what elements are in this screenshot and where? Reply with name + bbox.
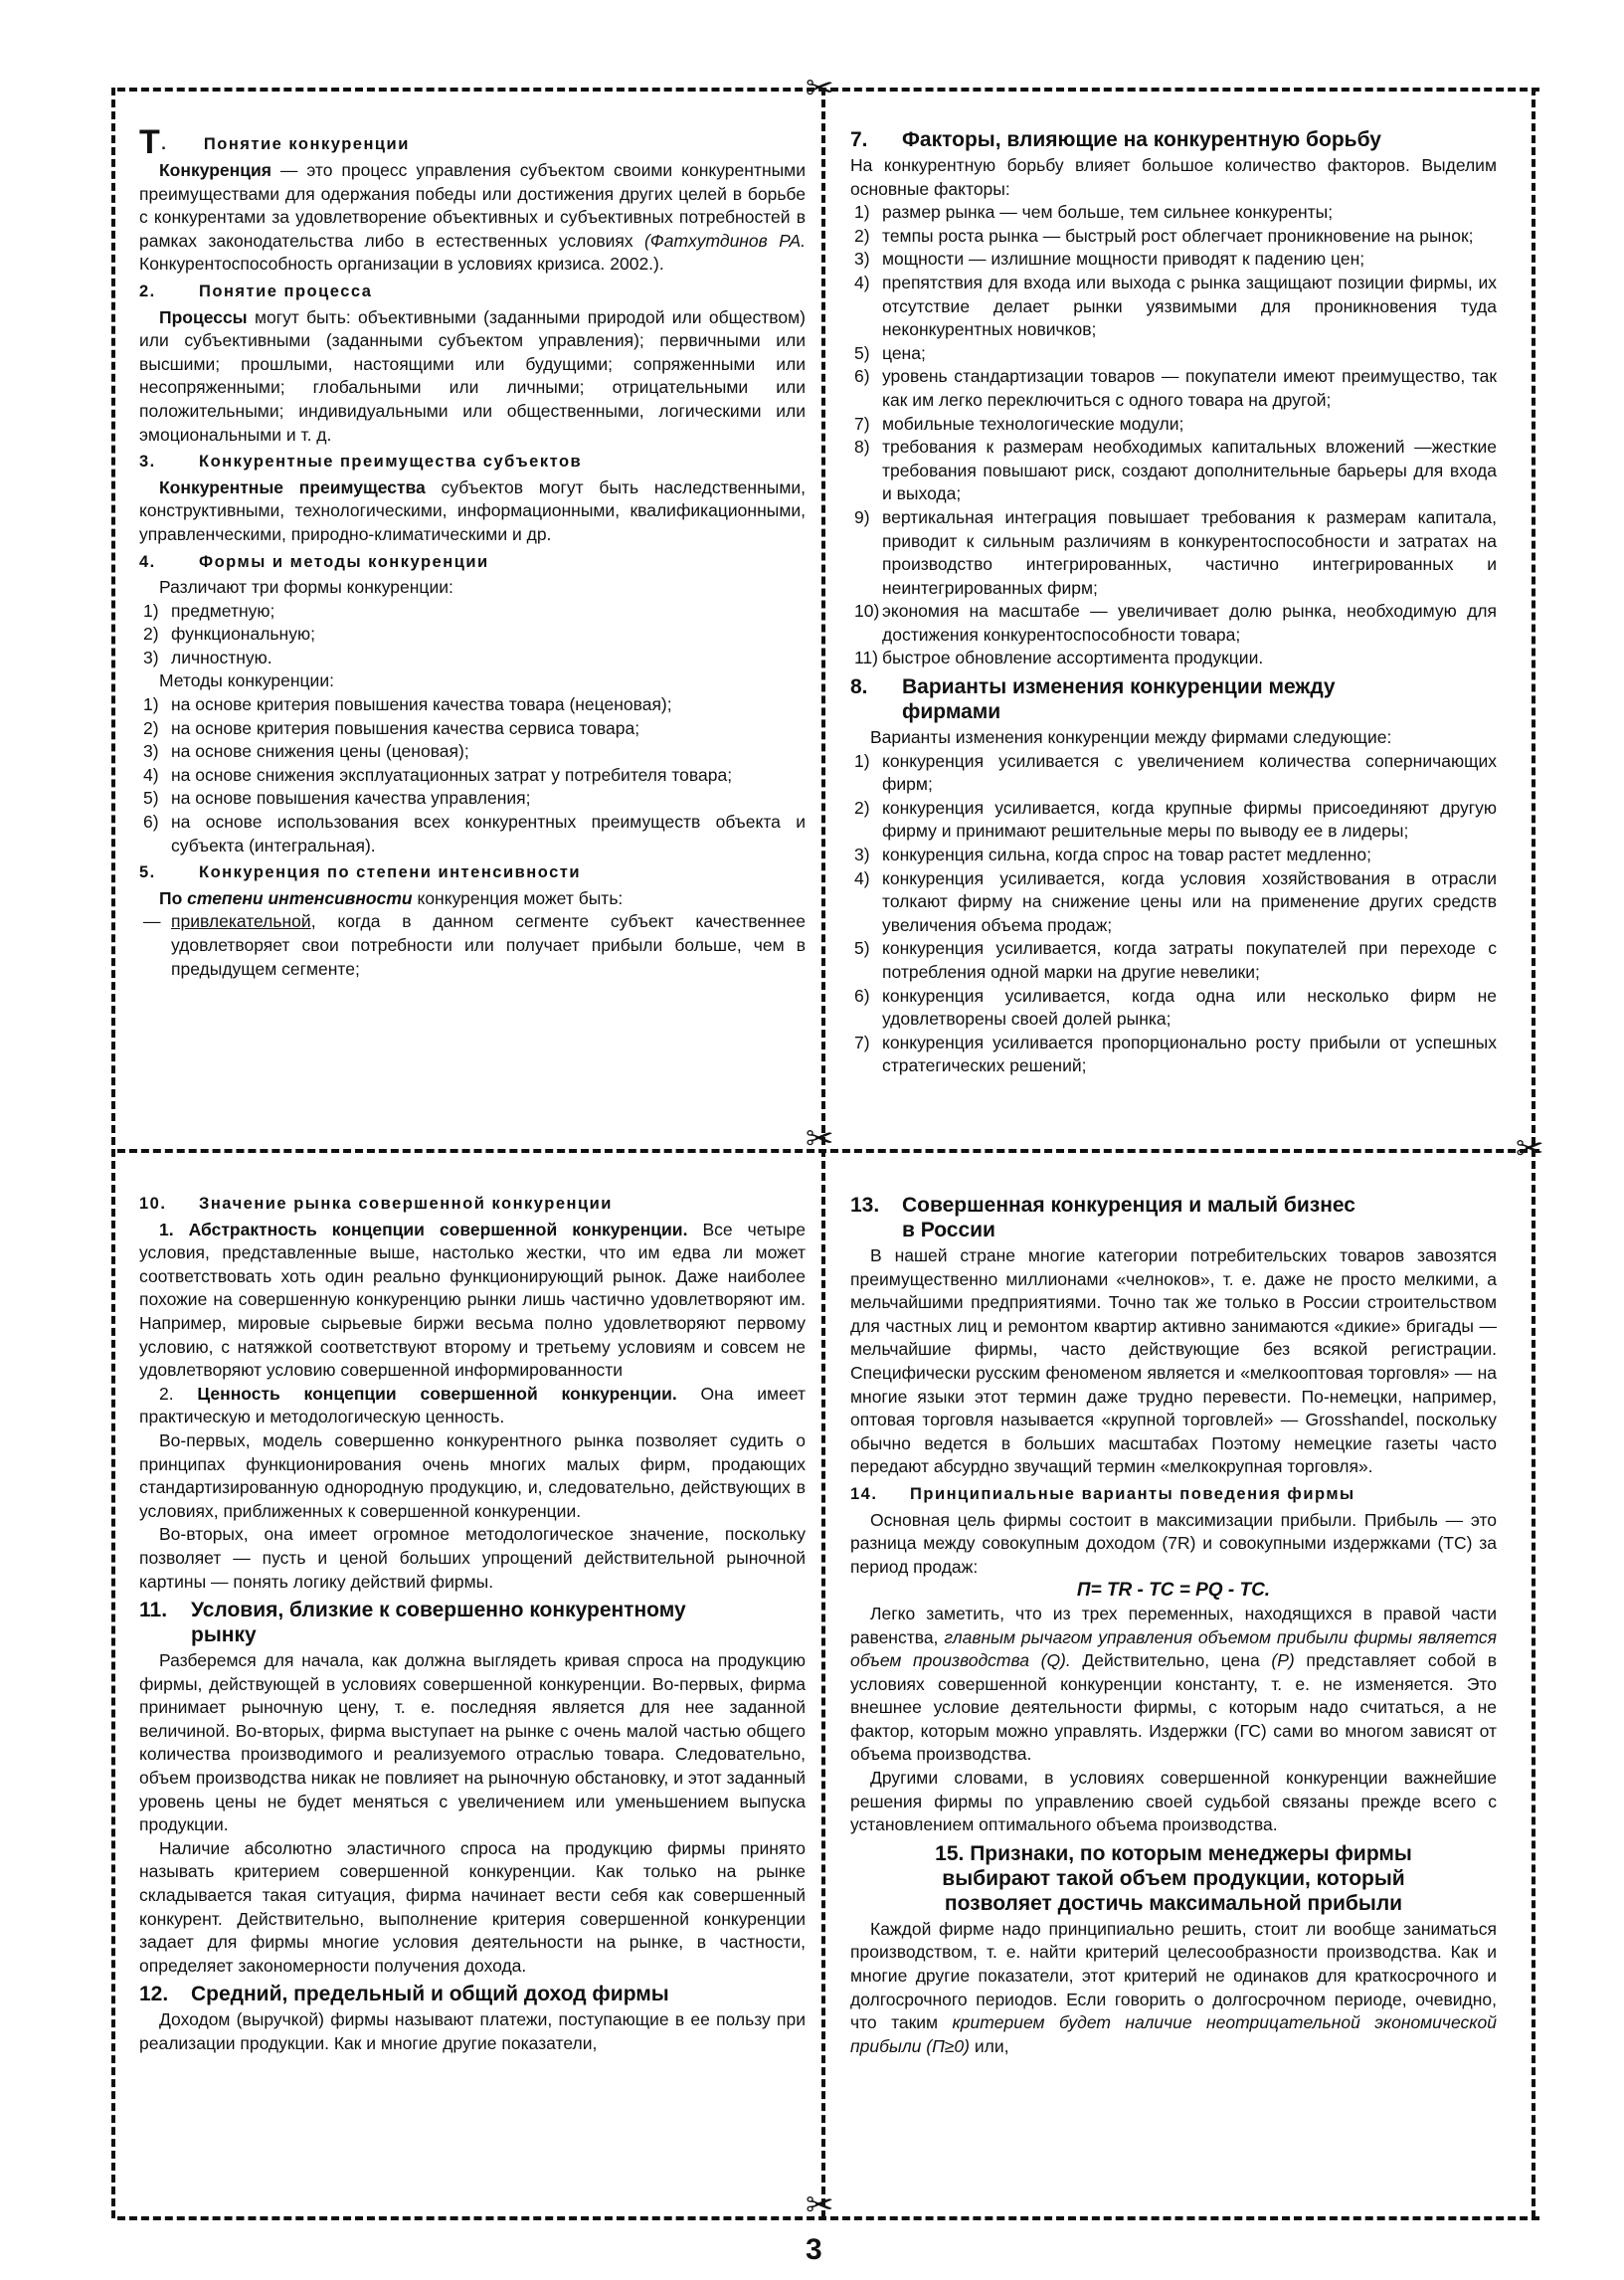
quadrant-top-right bbox=[850, 123, 1497, 1118]
list-item: 7) мобильные технологические модули; bbox=[854, 413, 1184, 434]
section-number: 11. bbox=[139, 1599, 168, 1622]
section-heading bbox=[139, 451, 806, 475]
scissors-icon: ✂ bbox=[806, 1120, 834, 1158]
paragraph: Варианты изменения конкуренции между фирмами следующие: bbox=[870, 727, 1392, 748]
section-title-cont: в России bbox=[902, 1219, 995, 1241]
list-item: 3) личностную. bbox=[143, 647, 272, 667]
list-item: 2) функциональную; bbox=[143, 624, 315, 645]
paragraph: На конкурентную борьбу влияет большое количество факторов. Выделим основные факторы: bbox=[850, 155, 1497, 199]
section-title-cont: позволяет достичь максимальной прибыли bbox=[944, 1891, 1403, 1915]
list-item: 6) конкуренция усиливается, когда одна или несколько фирм не удовлетворены своей долей рынка; bbox=[854, 985, 1497, 1030]
section-heading bbox=[139, 1598, 806, 1647]
section-number: T bbox=[139, 123, 162, 161]
section-heading bbox=[850, 1841, 1497, 1916]
list-item: 1) размер рынка — чем больше, тем сильнее конкуренты; bbox=[854, 202, 1334, 223]
list-item: 11) быстрое обновление ассортимента продукции. bbox=[854, 648, 1264, 668]
section-title: Факторы, влияющие на конкурентную борьбу bbox=[902, 128, 1381, 151]
list-item: 4) конкуренция усиливается, когда условия хозяйствования в отрасли толкают фирму на снижение цены или на применение других средств увеличения объема продаж; bbox=[854, 867, 1497, 935]
list-item: 5) конкуренция усиливается, когда затраты покупателей при переходе с потребления одной марки на другие невелики; bbox=[854, 938, 1497, 982]
section-number: 3. bbox=[139, 453, 156, 472]
list-item: 2) на основе критерия повышения качества сервиса товара; bbox=[143, 717, 640, 738]
list-item: 8) требования к размерам необходимых капитальных вложений —жесткие требования повышают риск, создают дополнительные барьеры для входа и выхода; bbox=[854, 437, 1497, 504]
section-title-cont: фирмами bbox=[902, 700, 1001, 724]
section-number: 10. bbox=[139, 1195, 167, 1213]
list-item: 10) экономия на масштабе — увеличивает долю рынка, необходимую для достижения конкурентоспособности товара; bbox=[854, 601, 1497, 645]
section-title: Варианты изменения конкуренции между bbox=[902, 675, 1336, 699]
methods-list bbox=[139, 693, 806, 857]
list-item: 5) цена; bbox=[854, 342, 926, 363]
section-title: Понятие конкуренции bbox=[203, 135, 410, 153]
scissors-icon: ✂ bbox=[806, 70, 834, 107]
paragraph: Во-вторых, она имеет огромное методологическое значение, поскольку позволяет — пусть и ценой больших упрощений действительной рыночной картины — понять логику действий фирмы. bbox=[139, 1524, 806, 1592]
paragraph: 1. Абстрактность концепции совершенной конкуренции. Все четыре условия, представленные выше, настолько жестки, что им едва ли может соответствовать хоть один реально функционирующий рынок. Даже наиболее похожие на совершенную конкуренцию рынки лишь частично удовлетворяют им. Например, мировые сырьевые биржи весьма полно удовлетворяют первому условию, с натяжкой соответствуют второму и третьему условиям и совсем не удовлетворяют условию совершенной информированности bbox=[139, 1219, 806, 1381]
paragraph: 2. Ценность концепции совершенной конкуренции. Она имеет практическую и методологическую ценность. bbox=[139, 1383, 806, 1427]
list-item: 4) на основе снижения эксплуатационных затрат у потребителя товара; bbox=[143, 764, 733, 785]
section-number: 7. bbox=[850, 128, 868, 151]
section-heading bbox=[139, 1193, 806, 1217]
paragraph: Различают три формы конкуренции: bbox=[159, 577, 453, 598]
scissors-icon: ✂ bbox=[806, 2186, 834, 2224]
paragraph: Методы конкуренции: bbox=[159, 670, 334, 691]
section-title: Принципиальные варианты поведения фирмы bbox=[910, 1484, 1355, 1503]
paragraph: Легко заметить, что из трех переменных, находящихся в правой части равенства, главным рычагом управления объемом прибыли фирмы является объем производства (Q). Действительно, цена (Р) представляет собой в условиях совершенной конкуренции константу, т. е. не изменяется. Это внешнее условие деятельности фирмы, с которым надо считаться, а не фактор, которым можно управлять. Издержки (ГС) сами во многом зависят от объема производства. bbox=[850, 1603, 1497, 1765]
intensity-list bbox=[139, 910, 806, 981]
paragraph: Разберемся для начала, как должна выглядеть кривая спроса на продукцию фирмы, действующей в условиях совершенной конкуренции. Во-первых, фирма принимает рыночную цену, т. е. последняя является для нее заданной величиной. Во-вторых, фирма выступает на рынке с очень малой частью общего количества производимого и реализуемого отраслью товара. Следовательно, объем производства никак не повлияет на рыночную обстановку, и этот заданный уровень цены не будет меняться с увеличением или уменьшением выпуска продукции. bbox=[139, 1650, 806, 1835]
section-number: 4. bbox=[139, 552, 156, 571]
section-title: Совершенная конкуренция и малый бизнес bbox=[902, 1194, 1355, 1217]
section-heading bbox=[850, 674, 1497, 724]
list-item: 1) на основе критерия повышения качества товара (неценовая); bbox=[143, 694, 672, 715]
list-item: 1) конкуренция усиливается с увеличением количества соперничающих фирм; bbox=[854, 750, 1497, 795]
quadrant-bottom-left bbox=[139, 1189, 806, 2213]
paragraph: Наличие абсолютно эластичного спроса на продукцию фирмы принято называть критерием совершенной конкуренции. Как только на рынке складывается такая ситуация, фирма начинает вести себя как совершенный конкурент. Действительно, выполнение критерия совершенной конкуренции задает для фирмы многие условия деятельности на рынке, в частности, определяет закономерности получения дохода. bbox=[139, 1837, 806, 1976]
section-heading bbox=[139, 861, 806, 885]
section-number: 8. bbox=[850, 675, 868, 699]
section-number-dot: . bbox=[161, 135, 204, 153]
list-item: — привлекательной, когда в данном сегменте субъект качественнее удовлетворяет свои потребности или получает прибыли больше, чем в предыдущем сегменте; bbox=[143, 911, 806, 979]
paragraph: Каждой фирме надо принципиально решить, стоит ли вообще заниматься производством, т. е. найти критерий целесообразности производства. Как и многие другие показатели, этот критерий не одинаков для краткосрочного и долгосрочного периодов. Если говорить о долгосрочном периоде, очевидно, что таким критерием будет наличие неотрицательной экономической прибыли (П≥0) или, bbox=[850, 1918, 1497, 2056]
section-title: Значение рынка совершенной конкуренции bbox=[199, 1195, 613, 1213]
paragraph: В нашей стране многие категории потребительских товаров завозятся преимущественно миллионами «челноков», т. е. даже не просто мелкими, а мельчайшими предприятиями. Точно так же только в России строительством для частных лиц и ремонтом квартир активно занимаются «дикие» бригады — мельчайшие фирмы, часто действующие без всякой регистрации. Специфически русским феноменом является и «мелкооптовая торговля» — на многие языки этот термин даже трудно перевести. По-немецки, например, оптовая торговля называется «крупной торговлей» — Grosshandel, поскольку обычно ведется в больших масштабах Поэтому немецкие газеты часто передают абсурдно звучащий термин «мелкокрупная торговля». bbox=[850, 1245, 1497, 1477]
list-item: 6) уровень стандартизации товаров — покупатели имеют преимущество, так как им легко переключиться с одного товара на другой; bbox=[854, 366, 1497, 410]
list-item: 2) конкуренция усиливается, когда крупные фирмы присоединяют другую фирму и принимают решительные меры по выводу ее в лидеры; bbox=[854, 797, 1497, 842]
section-heading bbox=[850, 1193, 1497, 1242]
scissors-icon: ✂ bbox=[1516, 1130, 1544, 1168]
paragraph: Конкуренция — это процесс управления субъектом своими конкурентными преимуществами для одержания победы или достижения других целей в борьбе с конкурентами за удовлетворение объективных и субъективных потребностей в рамках законодательства либо в естественных условиях (Фатхутдинов РА. Конкурентоспособность организации в условиях кризиса. 2002.). bbox=[139, 160, 806, 275]
section-heading bbox=[139, 551, 806, 575]
profit-formula: П= TR - ТС = PQ - ТС. bbox=[1076, 1580, 1271, 1602]
paragraph: Доходом (выручкой) фирмы называют платежи, поступающие в ее пользу при реализации продукции. Как и многие другие показатели, bbox=[139, 2009, 806, 2053]
factors-list bbox=[850, 201, 1497, 670]
section-title: Условия, близкие к совершенно конкурентному bbox=[191, 1599, 686, 1622]
section-heading bbox=[139, 123, 806, 161]
paragraph: Конкурентные преимущества субъектов могут быть наследственными, конструктивными, технологическими, информационными, квалификационными, управленческими, природно-климатическими и др. bbox=[139, 476, 806, 544]
section-heading bbox=[850, 127, 1497, 152]
section-heading bbox=[139, 1982, 806, 2006]
section-title-cont: рынку bbox=[191, 1623, 257, 1647]
list-item: 3) мощности — излишние мощности приводят к падению цен; bbox=[854, 249, 1365, 270]
list-item: 3) на основе снижения цены (ценовая); bbox=[143, 741, 469, 762]
section-heading bbox=[139, 281, 806, 304]
list-item: 6) на основе использования всех конкурентных преимуществ объекта и субъекта (интегральная). bbox=[143, 812, 806, 855]
section-number: 14. bbox=[850, 1484, 878, 1503]
section-heading bbox=[850, 1483, 1497, 1507]
cut-line-left bbox=[111, 88, 115, 2218]
list-item: 5) на основе повышения качества управления; bbox=[143, 788, 531, 809]
paragraph: Основная цель фирмы состоит в максимизации прибыли. Прибыль — это разница между совокупным доходом (7R) и совокупными издержками (ТС) за период продаж: bbox=[850, 1509, 1497, 1577]
paragraph: По степени интенсивности конкуренция может быть: bbox=[159, 887, 624, 908]
section-title: Средний, предельный и общий доход фирмы bbox=[191, 1983, 669, 2006]
section-number: 12. bbox=[139, 1983, 169, 2006]
section-title: Понятие процесса bbox=[199, 282, 373, 300]
section-title: Конкурентные преимущества субъектов bbox=[199, 453, 583, 472]
list-item: 9) вертикальная интеграция повышает требования к размерам капитала, приводит к сильным различиям в конкурентоспособности и затратах на производство интегрированных, частично интегрированных и неинтегрированных фирм; bbox=[854, 506, 1497, 598]
quadrant-bottom-right bbox=[850, 1189, 1497, 2213]
list-item: 3) конкуренция сильна, когда спрос на товар растет медленно; bbox=[854, 845, 1371, 865]
section-number: 13. bbox=[850, 1194, 880, 1217]
section-title: Формы и методы конкуренции bbox=[199, 552, 489, 571]
variants-list bbox=[850, 750, 1497, 1078]
quadrant-top-left bbox=[139, 123, 806, 1118]
list-item: 1) предметную; bbox=[143, 600, 275, 621]
section-title: 15. Признаки, по которым менеджеры фирмы bbox=[935, 1841, 1412, 1865]
list-item: 7) конкуренция усиливается пропорционально росту прибыли от успешных стратегических решений; bbox=[854, 1032, 1497, 1076]
paragraph: Процессы могут быть: объективными (заданными природой или обществом) или субъективными (заданными субъектом управления); первичными или высшими; прошлыми, настоящими или будущими; сопряженными или несопряженными; глобальными или личными; отрицательными или положительными; индивидуальными или общественными, логическими или эмоциональными и т. д. bbox=[139, 306, 806, 445]
paragraph: Другими словами, в условиях совершенной конкуренции важнейшие решения фирмы по управлению своей судьбой связаны прежде всего с установлением оптимального объема производства. bbox=[850, 1768, 1497, 1835]
paragraph: Во-первых, модель совершенно конкурентного рынка позволяет судить о принципах функционирования очень многих малых фирм, продающих стандартизированную однородную продукцию, и, следовательно, действующих в условиях, приближенных к совершенной конкуренции. bbox=[139, 1429, 806, 1521]
section-title: Конкуренция по степени интенсивности bbox=[199, 863, 581, 882]
section-number: 2. bbox=[139, 282, 156, 300]
list-item: 4) препятствия для входа или выхода с рынка защищают позиции фирмы, их отсутствие делает рынки уязвимыми для проникновения туда неконкурентных новичков; bbox=[854, 272, 1497, 340]
list-item: 2) темпы роста рынка — быстрый рост облегчает проникновение на рынок; bbox=[854, 225, 1474, 246]
forms-list bbox=[139, 600, 806, 670]
section-number: 5. bbox=[139, 863, 156, 882]
section-title-cont: выбирают такой объем продукции, который bbox=[942, 1866, 1405, 1890]
page-number: 3 bbox=[806, 2233, 822, 2266]
